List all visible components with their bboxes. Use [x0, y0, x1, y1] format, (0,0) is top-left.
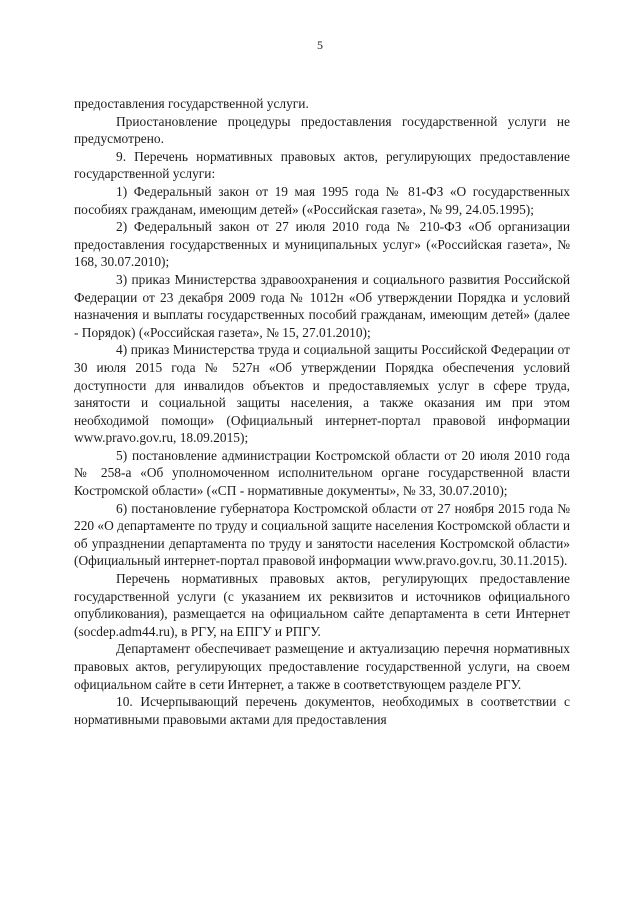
list-item-2: 2) Федеральный закон от 27 июля 2010 года № 210-ФЗ «Об организации предоставления государственных и муниципальных услуг» («Российская газета», № 168, 30.07.2010);	[74, 219, 570, 270]
page-number: 5	[317, 38, 323, 52]
paragraph-section-10-heading: 10. Исчерпывающий перечень документов, необходимых в соответствии с нормативными правовыми актами для предоставления	[74, 694, 570, 727]
document-body	[74, 95, 570, 728]
list-item-6: 6) постановление губернатора Костромской области от 27 ноября 2015 года № 220 «О департаменте по труду и социальной защите населения Костромской области и об упразднении департамента по труду и занятости населения Костромской области» (Официальный интернет-портал правовой информации www.pravo.gov.ru, 30.11.2015).	[74, 500, 570, 569]
paragraph-section-9-heading: 9. Перечень нормативных правовых актов, регулирующих предоставление государственной услуги:	[74, 148, 570, 182]
paragraph-list-publication: Перечень нормативных правовых актов, регулирующих предоставление государственной услуги (с указанием их реквизитов и источников официального опубликования), размещается на официальном сайте департамента в сети Интернет (socdep.adm44.ru), в РГУ, на ЕПГУ и РПГУ.	[74, 571, 570, 639]
paragraph-department-duty: Департамент обеспечивает размещение и актуализацию перечня нормативных правовых актов, регулирующих предоставление государственной услуги, на своем официальном сайте в сети Интернет, а также в соответствующем разделе РГУ.	[74, 641, 570, 692]
paragraph-suspension: Приостановление процедуры предоставления государственной услуги не предусмотрено.	[74, 113, 570, 147]
paragraph-continuation: предоставления государственной услуги.	[74, 96, 309, 111]
list-item-1: 1) Федеральный закон от 19 мая 1995 года № 81-ФЗ «О государственных пособиях гражданам, имеющим детей» («Российская газета», № 99, 24.05.1995);	[74, 183, 570, 217]
list-item-3: 3) приказ Министерства здравоохранения и социального развития Российской Федерации от 23 декабря 2009 года № 1012н «Об утверждении Порядка и условий назначения и выплаты государственных пособий гражданам, имеющим детей» (далее - Порядок) («Российская газета», № 15, 27.01.2010);	[74, 271, 570, 340]
list-item-4: 4) приказ Министерства труда и социальной защиты Российской Федерации от 30 июля 2015 года № 527н «Об утверждении Порядка обеспечения условий доступности для инвалидов объектов и предоставляемых услуг в сфере труда, занятости и социальной защиты населения, а также оказания им при этом необходимой помощи» (Официальный интернет-портал правовой информации www.pravo.gov.ru, 18.09.2015);	[74, 342, 570, 446]
list-item-5: 5) постановление администрации Костромской области от 20 июля 2010 года № 258-а «Об уполномоченном исполнительном органе государственной власти Костромской области» («СП - нормативные документы», № 33, 30.07.2010);	[74, 447, 570, 499]
